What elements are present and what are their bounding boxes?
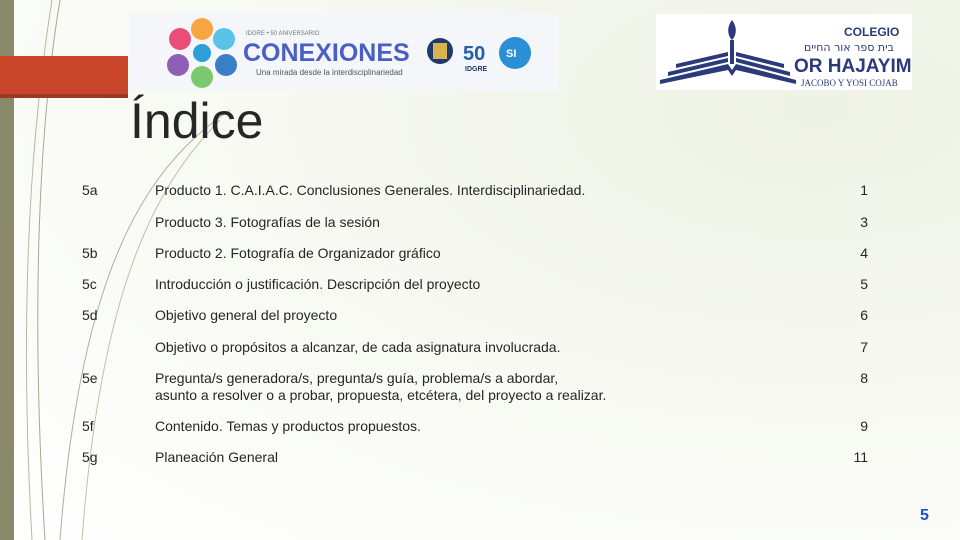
or-hajayim-logo-graphic [656,14,912,90]
section-code: 5d [82,307,98,323]
section-code: 5b [82,245,98,261]
section-description [155,370,815,404]
conexiones-logo-graphic [130,13,558,91]
section-description: Objetivo o propósitos a alcanzar, de cada asignatura involucrada. [155,339,561,355]
section-code: 5g [82,449,98,465]
page-number-ref: 7 [860,339,868,355]
or-hajayim-label: OR HAJAYIM [794,56,912,77]
section-description: Objetivo general del proyecto [155,307,338,323]
page-number-ref: 5 [860,276,868,292]
section-description-line1: Pregunta/s generadora/s, pregunta/s guía, problema/s a abordar, [155,370,559,386]
book-flame-icon [660,20,796,84]
page-number-ref: 8 [860,370,868,386]
conexiones-title: CONEXIONES [243,39,410,67]
conexiones-subtitle: Una mirada desde la interdisciplinariedad [256,68,403,77]
page-number-ref: 4 [860,245,868,261]
or-hajayim-logo [656,14,912,90]
page-number-ref: 1 [860,182,868,198]
badge-si: SI [506,48,517,60]
page-number-ref: 6 [860,307,868,323]
conexiones-logo [130,13,558,91]
section-description: Contenido. Temas y productos propuestos. [155,418,421,434]
section-description: Producto 3. Fotografías de la sesión [155,214,380,230]
colegio-label: COLEGIO [844,25,900,39]
section-description: Producto 2. Fotografía de Organizador gráfico [155,245,441,261]
badge-50: 50 [463,43,486,65]
page-title: Índice [130,93,264,149]
page-number-ref: 9 [860,418,868,434]
section-description: Producto 1. C.A.I.A.C. Conclusiones Generales. Interdisciplinariedad. [155,182,586,198]
badge-idgre: IDGRE [465,66,488,73]
page-number-ref: 3 [860,214,868,230]
conexiones-small-text: IDGRE • 50 ANIVERSARIO [246,31,320,37]
hebrew-name: בית ספר אור החיים [804,41,894,54]
page-number-ref: 11 [853,449,868,465]
section-description-line2: asunto a resolver o a probar, propuesta, etcétera, del proyecto a realizar. [155,387,607,403]
red-title-tab [0,56,128,94]
jacobo-yosi-label: JACOBO Y YOSI COJAB [801,78,898,88]
section-description: Planeación General [155,449,278,465]
section-code: 5c [82,276,97,292]
slide-page-number: 5 [920,507,929,524]
section-code: 5e [82,370,98,386]
section-description: Introducción o justificación. Descripción del proyecto [155,276,481,292]
section-code: 5a [82,182,98,198]
section-code: 5f [82,418,94,434]
